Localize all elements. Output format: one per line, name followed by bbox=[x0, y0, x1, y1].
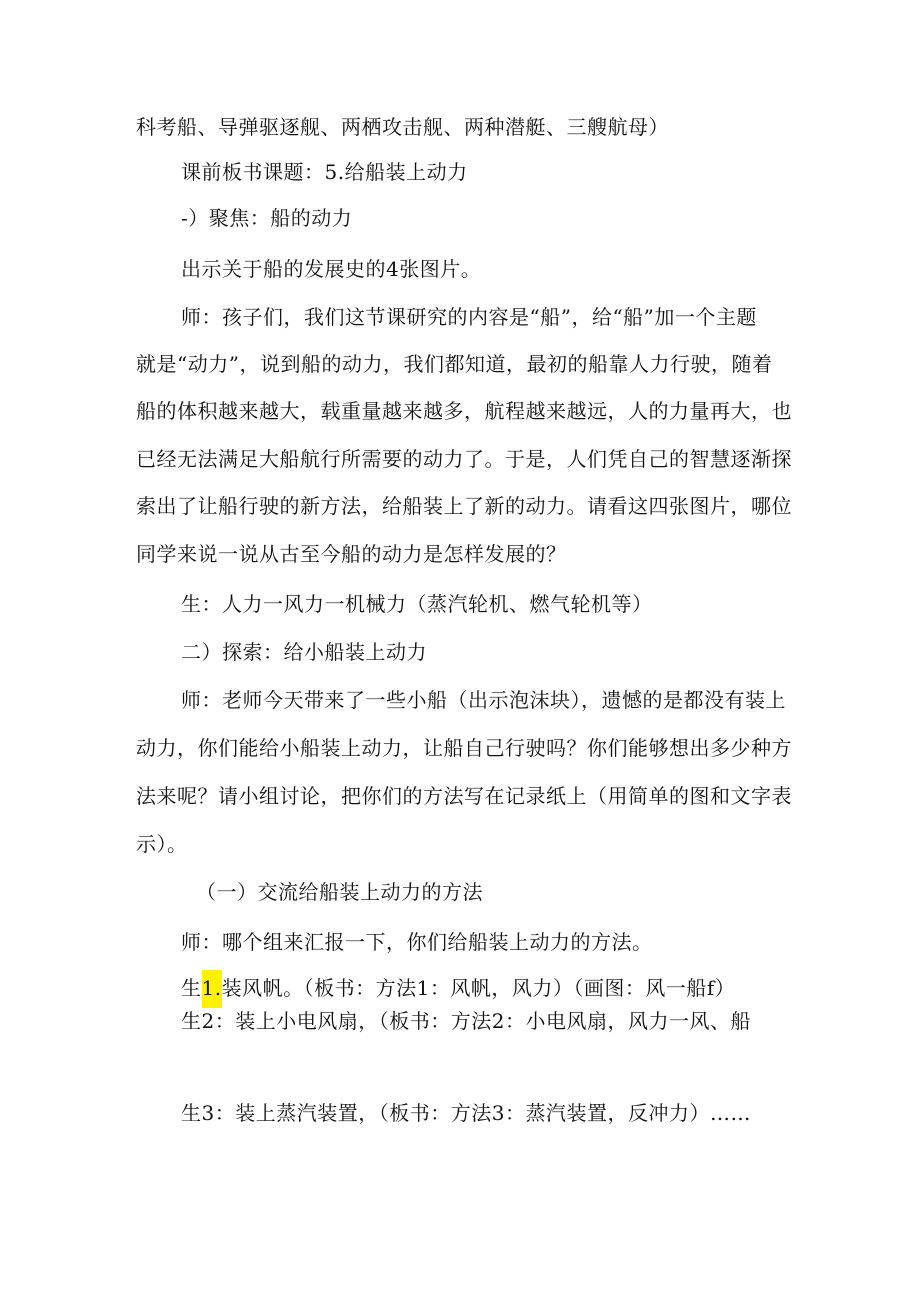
paragraph-line: 师：老师今天带来了一些小船（出示泡沫块），遗憾的是都没有装上 bbox=[181, 688, 786, 712]
section-heading: （一）交流给船装上动力的方法 bbox=[196, 880, 483, 904]
paragraph-line: 出示关于船的发展史的4张图片。 bbox=[181, 257, 482, 281]
paragraph-line: 师：哪个组来汇报一下，你们给船装上动力的方法。 bbox=[181, 930, 653, 954]
student-answer-3: 生3：装上蒸汽装置，（板书：方法3：蒸汽装置，反冲力）…… bbox=[181, 1101, 751, 1125]
paragraph-line: 师：孩子们，我们这节课研究的内容是“船”，给“船”加一个主题 bbox=[181, 305, 757, 329]
paragraph-line: 就是“动力”，说到船的动力，我们都知道，最初的船靠人力行驶，随着 bbox=[136, 352, 773, 376]
section-heading: -）聚焦：船的动力 bbox=[181, 206, 353, 230]
paragraph-line: 动力，你们能给小船装上动力，让船自己行驶吗？你们能够想出多少种方 bbox=[136, 736, 792, 760]
paragraph-line: 法来呢？请小组讨论，把你们的方法写在记录纸上（用简单的图和文字表 bbox=[136, 784, 792, 808]
paragraph-line: 生：人力一风力一机械力（蒸汽轮机、燃气轮机等） bbox=[181, 592, 653, 616]
paragraph-line: 已经无法满足大船航行所需要的动力了。于是，人们凭自己的智慧逐渐探 bbox=[136, 447, 792, 471]
paragraph-line: 同学来说一说从古至今船的动力是怎样发展的？ bbox=[136, 542, 567, 566]
speaker-label: 生 bbox=[181, 976, 202, 1000]
paragraph-line: 索出了让船行驶的新方法，给船装上了新的动力。请看这四张图片，哪位 bbox=[136, 494, 792, 518]
student-answer-1 bbox=[0, 974, 920, 1002]
highlighted-number: 1. bbox=[202, 970, 222, 1008]
paragraph-line: 科考船、导弹驱逐舰、两栖攻击舰、两种潜艇、三艘航母） bbox=[136, 115, 669, 139]
answer-text: 装风帆。（板书：方法1：风帆，风力）（画图：风一船f） bbox=[221, 976, 736, 1000]
student-answer-2: 生2：装上小电风扇，（板书：方法2：小电风扇，风力一风、船 bbox=[181, 1009, 751, 1033]
section-heading: 二）探索：给小船装上动力 bbox=[181, 640, 427, 664]
paragraph-line: 示）。 bbox=[136, 832, 188, 856]
paragraph-line: 船的体积越来越大，载重量越来越多，航程越来越远，人的力量再大，也 bbox=[136, 399, 792, 423]
paragraph-line: 课前板书课题：5.给船装上动力 bbox=[181, 160, 468, 184]
